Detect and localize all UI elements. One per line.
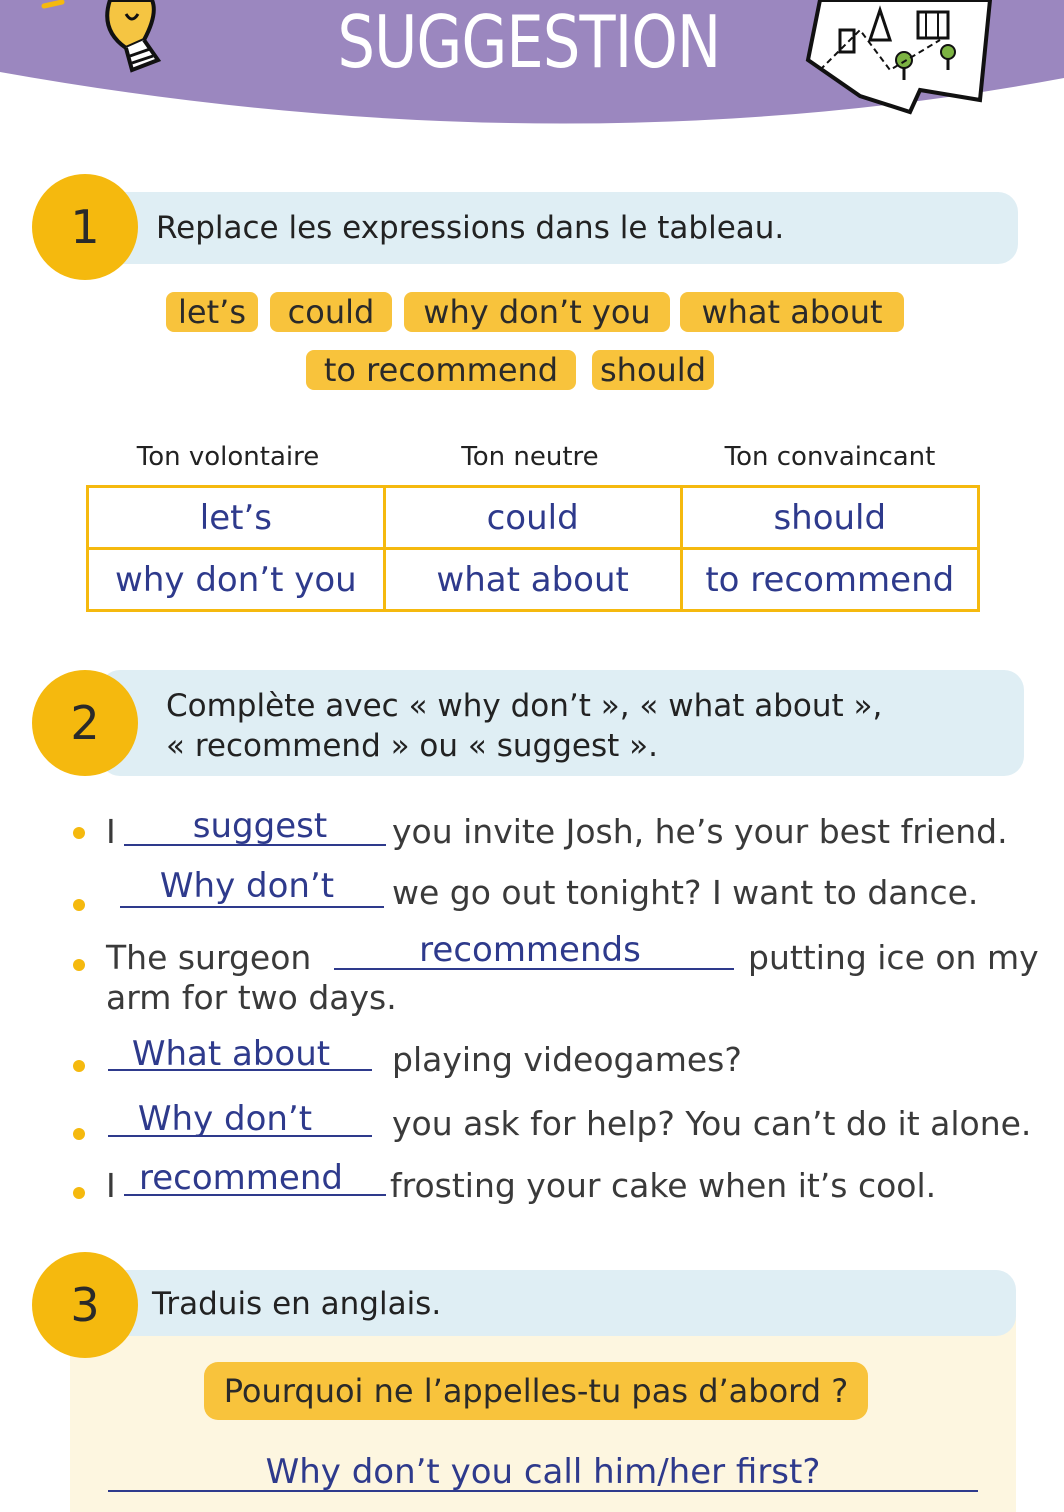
- exercise-2-instruction-line1: Complète avec « why don’t », « what about »,: [166, 688, 883, 724]
- exercise-3-instruction: Traduis en anglais.: [152, 1286, 442, 1322]
- exercise-1-instruction: Replace les expressions dans le tableau.: [156, 210, 785, 246]
- word-chip: should: [592, 350, 714, 390]
- table-header: Ton volontaire: [136, 442, 320, 472]
- exercise-3-number: 3: [32, 1252, 138, 1358]
- tone-table: [86, 485, 980, 612]
- answer-text: Why don’t: [159, 866, 335, 906]
- bullet-point: [73, 827, 85, 839]
- word-chip: why don’t you: [404, 292, 670, 332]
- word-chip: let’s: [166, 292, 258, 332]
- table-cell: could: [384, 487, 681, 549]
- answer-text: suggest: [192, 806, 328, 846]
- sentence-end: we go out tonight? I want to dance.: [392, 873, 979, 912]
- bullet-point: [73, 899, 85, 911]
- table-row: [88, 487, 979, 549]
- translation-answer: Why don’t you call him/her first?: [265, 1452, 821, 1492]
- sentence-continuation: arm for two days.: [106, 978, 397, 1017]
- table-cell: to recommend: [681, 549, 978, 611]
- french-phrase: Pourquoi ne l’appelles-tu pas d’abord ?: [204, 1362, 868, 1420]
- exercise-2-instruction-line2: « recommend » ou « suggest ».: [166, 728, 658, 764]
- table-row: [88, 549, 979, 611]
- table-cell: let’s: [88, 487, 385, 549]
- bullet-point: [73, 1187, 85, 1199]
- table-cell: what about: [384, 549, 681, 611]
- page-title: SUGGESTION: [337, 0, 721, 84]
- word-chip: what about: [680, 292, 904, 332]
- table-header: Ton convaincant: [724, 442, 936, 472]
- sentence-end: you ask for help? You can’t do it alone.: [392, 1104, 1032, 1143]
- header-band: [0, 0, 1064, 140]
- sentence-start: I: [106, 1166, 116, 1205]
- exercise-2-number: 2: [32, 670, 138, 776]
- answer-text: recommend: [139, 1158, 343, 1198]
- table-cell: should: [681, 487, 978, 549]
- answer-text: Why don’t: [137, 1099, 313, 1139]
- table-cell: why don’t you: [88, 549, 385, 611]
- sentence-start: The surgeon: [106, 938, 312, 977]
- bullet-point: [73, 959, 85, 971]
- sentence-end: you invite Josh, he’s your best friend.: [392, 812, 1008, 851]
- answer-text: recommends: [419, 930, 641, 970]
- word-chip: could: [270, 292, 392, 332]
- answer-text: What about: [131, 1034, 331, 1074]
- sentence-start: I: [106, 812, 116, 851]
- bullet-point: [73, 1060, 85, 1072]
- sentence-end: frosting your cake when it’s cool.: [390, 1166, 937, 1205]
- table-header: Ton neutre: [461, 442, 599, 472]
- sentence-end: playing videogames?: [392, 1040, 742, 1079]
- bullet-point: [73, 1128, 85, 1140]
- sentence-end: putting ice on my: [748, 938, 1039, 977]
- word-chip: to recommend: [306, 350, 576, 390]
- exercise-1-number: 1: [32, 174, 138, 280]
